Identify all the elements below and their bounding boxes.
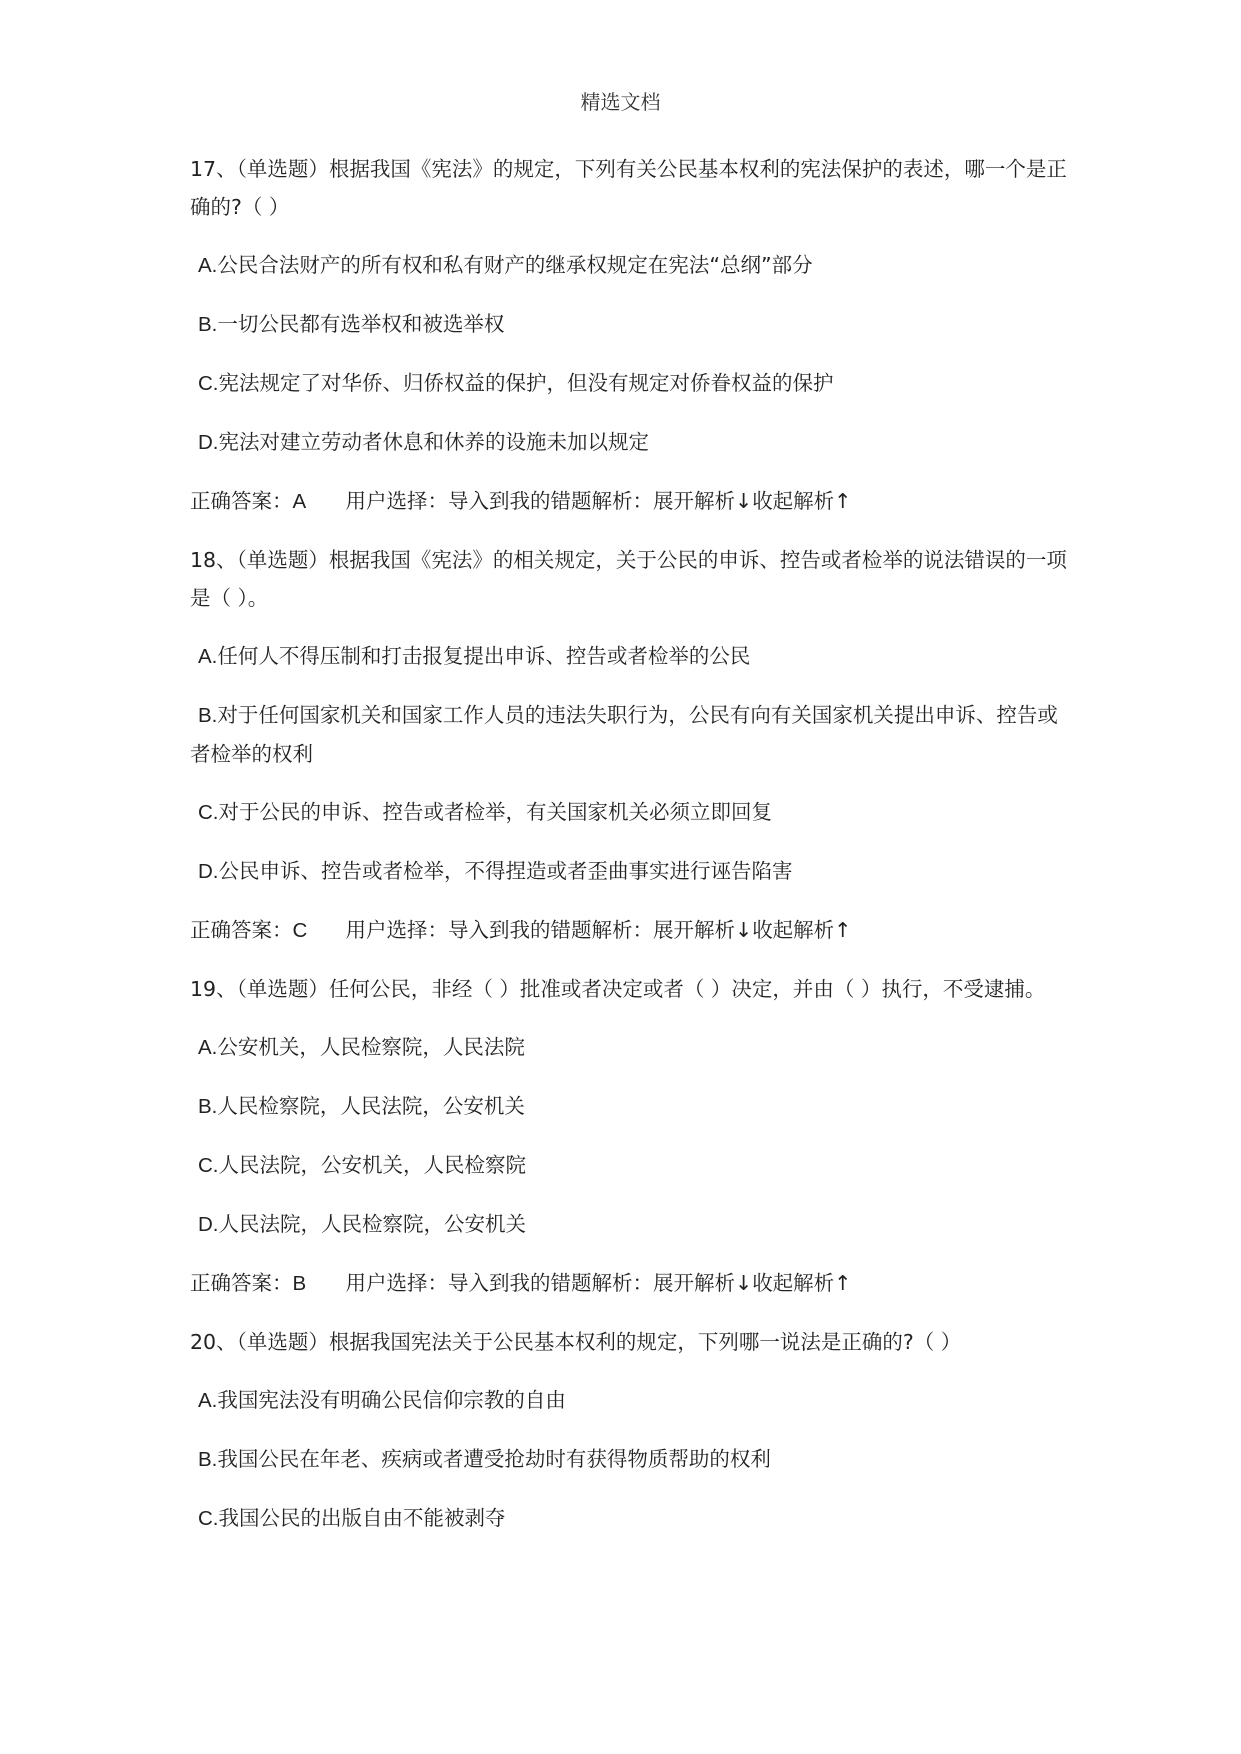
option-text: 公安机关，人民检察院，人民法院: [217, 1035, 525, 1059]
option-text: 宪法规定了对华侨、归侨权益的保护，但没有规定对侨眷权益的保护: [218, 371, 834, 395]
answer-label: 正确答案：: [190, 918, 293, 942]
option-text: 人民法院，公安机关，人民检察院: [218, 1153, 526, 1177]
option-b: [190, 696, 1070, 773]
question-18: [190, 541, 1070, 950]
option-letter: D.: [198, 431, 219, 454]
answer-value: B: [292, 1272, 307, 1295]
import-wrong-questions-link[interactable]: 用户选择：导入到我的错题: [345, 918, 592, 942]
answer-value: A: [292, 490, 307, 513]
answer-value: C: [292, 919, 308, 942]
analysis-label: 解析：: [591, 489, 653, 513]
option-letter: B.: [198, 313, 218, 336]
option-a: [190, 246, 1070, 285]
option-c: [190, 1499, 1070, 1538]
option-letter: A.: [198, 1389, 218, 1412]
analysis-label: 解析：: [591, 918, 653, 942]
option-letter: C.: [198, 801, 219, 824]
answer-line: [190, 482, 1070, 521]
option-b: [190, 1087, 1070, 1126]
option-c: [190, 793, 1070, 832]
option-letter: D.: [198, 860, 219, 883]
option-letter: B.: [198, 704, 218, 727]
expand-analysis-link[interactable]: 展开解析↓: [653, 489, 753, 513]
expand-analysis-link[interactable]: 展开解析↓: [653, 1271, 753, 1295]
option-a: [190, 1028, 1070, 1067]
option-letter: C.: [198, 372, 219, 395]
analysis-label: 解析：: [591, 1271, 653, 1295]
option-d: [190, 423, 1070, 462]
option-b: [190, 305, 1070, 344]
option-a: [190, 1381, 1070, 1420]
question-stem: 18、（单选题）根据我国《宪法》的相关规定，关于公民的申诉、控告或者检举的说法错误的一项是（ ）。: [190, 548, 1067, 610]
option-c: [190, 1146, 1070, 1185]
answer-line: [190, 911, 1070, 950]
page-header: 精选文档: [580, 90, 661, 114]
question-list: [190, 150, 1070, 1558]
option-c: [190, 364, 1070, 403]
question-stem: 19、（单选题）任何公民，非经（ ）批准或者决定或者（ ）决定，并由（ ）执行，不受逮捕。: [190, 977, 1046, 1001]
option-text: 人民检察院，人民法院，公安机关: [217, 1094, 525, 1118]
option-text: 对于任何国家机关和国家工作人员的违法失职行为，公民有向有关国家机关提出申诉、控告或者检举的权利: [190, 703, 1058, 766]
option-text: 我国公民的出版自由不能被剥夺: [218, 1506, 506, 1530]
answer-label: 正确答案：: [190, 489, 293, 513]
option-letter: C.: [198, 1154, 219, 1177]
option-text: 我国宪法没有明确公民信仰宗教的自由: [217, 1388, 566, 1412]
option-letter: C.: [198, 1507, 219, 1530]
option-text: 公民合法财产的所有权和私有财产的继承权规定在宪法“总纲”部分: [217, 253, 813, 277]
question-stem: 20、（单选题）根据我国宪法关于公民基本权利的规定，下列哪一说法是正确的?（ ）: [190, 1330, 962, 1354]
answer-label: 正确答案：: [190, 1271, 293, 1295]
option-text: 一切公民都有选举权和被选举权: [217, 312, 505, 336]
question-20: [190, 1323, 1070, 1538]
option-text: 宪法对建立劳动者休息和休养的设施未加以规定: [218, 430, 649, 454]
option-d: [190, 852, 1070, 891]
question-19: [190, 970, 1070, 1303]
question-17: [190, 150, 1070, 521]
option-letter: A.: [198, 254, 218, 277]
option-letter: A.: [198, 645, 218, 668]
import-wrong-questions-link[interactable]: 用户选择：导入到我的错题: [345, 489, 592, 513]
import-wrong-questions-link[interactable]: 用户选择：导入到我的错题: [345, 1271, 592, 1295]
option-a: [190, 637, 1070, 676]
option-text: 对于公民的申诉、控告或者检举，有关国家机关必须立即回复: [218, 800, 772, 824]
option-letter: B.: [198, 1448, 218, 1471]
option-letter: A.: [198, 1036, 218, 1059]
collapse-analysis-link[interactable]: 收起解析↑: [752, 918, 852, 942]
option-text: 公民申诉、控告或者检举，不得捏造或者歪曲事实进行诬告陷害: [218, 859, 793, 883]
option-letter: B.: [198, 1095, 218, 1118]
option-text: 人民法院，人民检察院，公安机关: [218, 1212, 526, 1236]
answer-line: [190, 1264, 1070, 1303]
option-text: 任何人不得压制和打击报复提出申诉、控告或者检举的公民: [217, 644, 751, 668]
option-b: [190, 1440, 1070, 1479]
expand-analysis-link[interactable]: 展开解析↓: [653, 918, 753, 942]
question-stem: 17、（单选题）根据我国《宪法》的规定，下列有关公民基本权利的宪法保护的表述，哪一个是正确的?（ ）: [190, 157, 1067, 219]
option-letter: D.: [198, 1213, 219, 1236]
collapse-analysis-link[interactable]: 收起解析↑: [752, 489, 852, 513]
collapse-analysis-link[interactable]: 收起解析↑: [752, 1271, 852, 1295]
option-d: [190, 1205, 1070, 1244]
option-text: 我国公民在年老、疾病或者遭受抢劫时有获得物质帮助的权利: [217, 1447, 771, 1471]
